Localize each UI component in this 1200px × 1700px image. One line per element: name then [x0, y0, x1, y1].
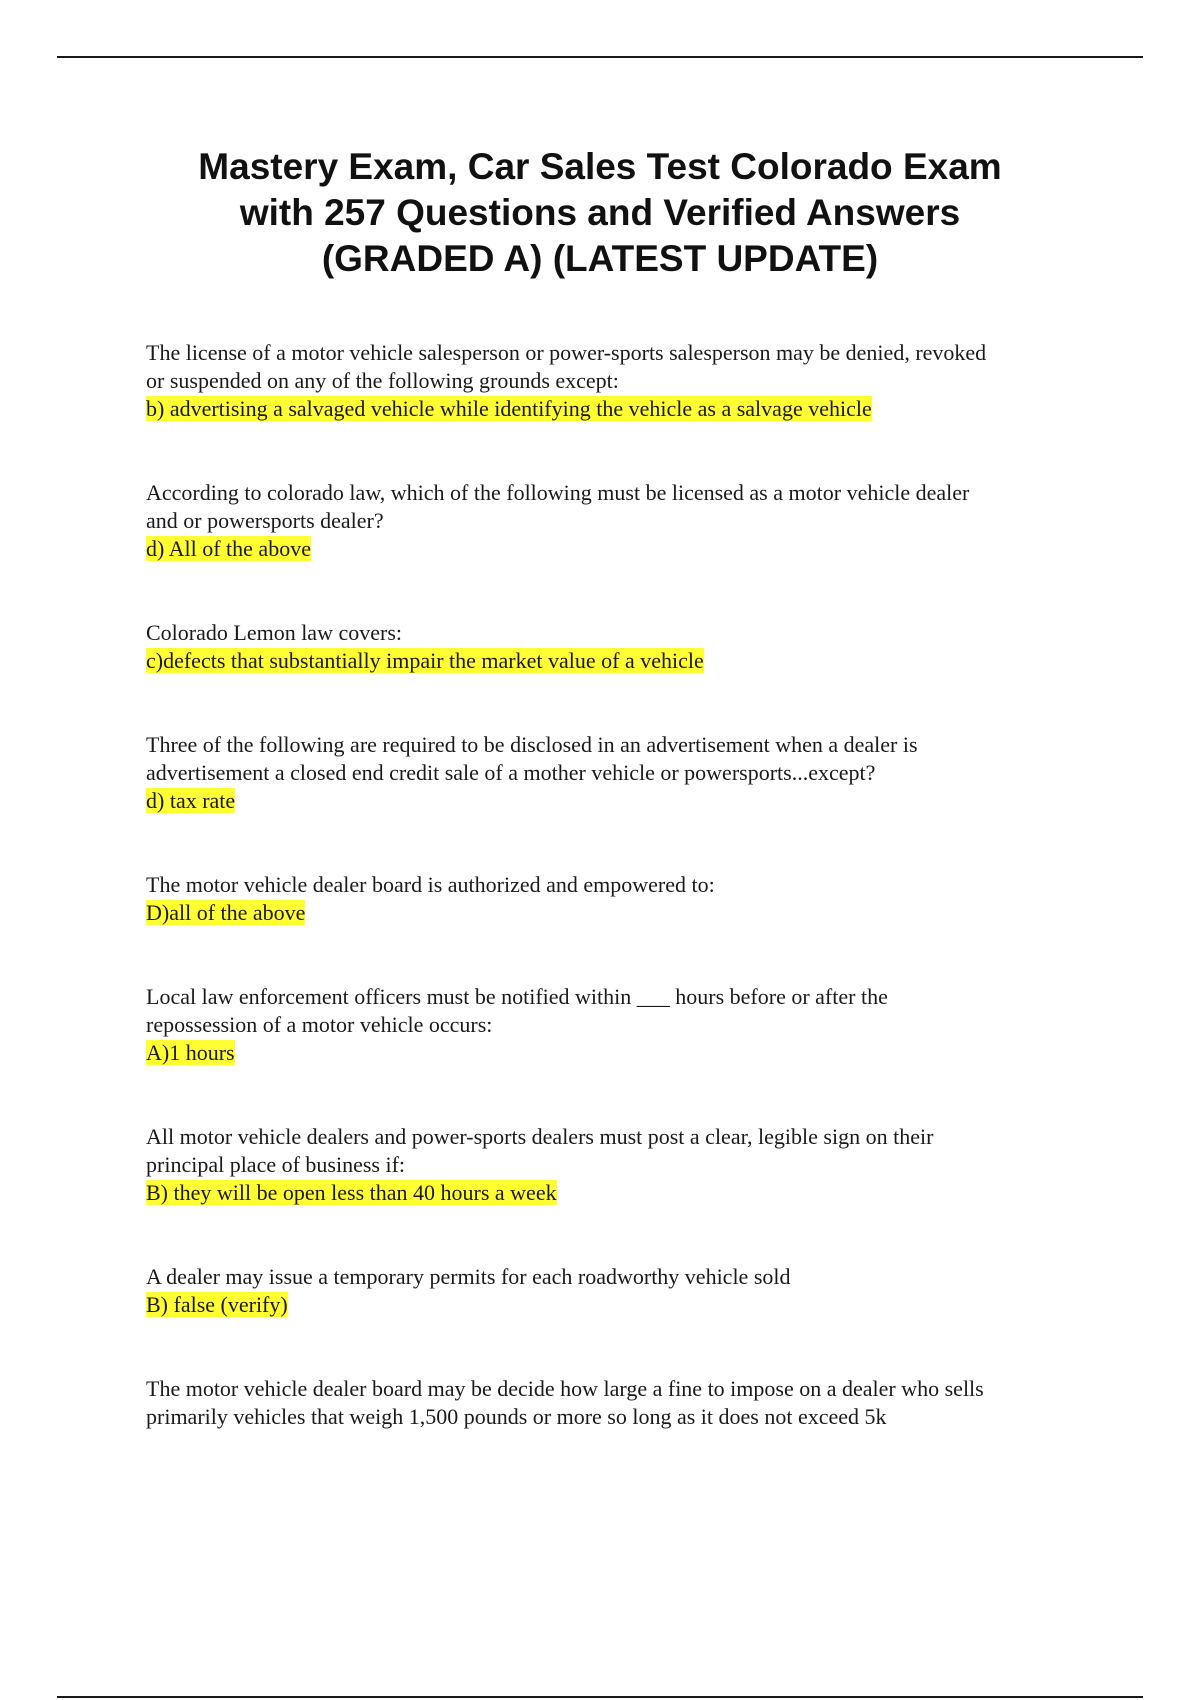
question-text: Local law enforcement officers must be notified within ___ hours before or after the — [146, 984, 888, 1009]
title-line-1: Mastery Exam, Car Sales Test Colorado Exam — [198, 146, 1002, 187]
question-text: According to colorado law, which of the following must be licensed as a motor vehicle dealer — [146, 480, 970, 505]
question-text: or suspended on any of the following grounds except: — [146, 368, 619, 393]
question-text: The motor vehicle dealer board is authorized and empowered to: — [146, 872, 715, 897]
answer-highlight: b) advertising a salvaged vehicle while identifying the vehicle as a salvage vehicle — [146, 396, 872, 421]
answer-highlight: B) they will be open less than 40 hours a week — [146, 1180, 557, 1205]
answer-highlight: d) All of the above — [146, 536, 311, 561]
bottom-rule — [57, 1696, 1143, 1698]
qa-item-1 — [146, 339, 1086, 423]
answer-highlight: B) false (verify) — [146, 1292, 288, 1317]
qa-item-4 — [146, 731, 1086, 815]
question-text: The license of a motor vehicle salesperson or power-sports salesperson may be denied, revoked — [146, 340, 987, 365]
answer-highlight: c)defects that substantially impair the market value of a vehicle — [146, 648, 704, 673]
qa-item-9 — [146, 1375, 1086, 1431]
question-text: A dealer may issue a temporary permits for each roadworthy vehicle sold — [146, 1264, 791, 1289]
qa-item-3 — [146, 619, 1086, 675]
question-text: The motor vehicle dealer board may be decide how large a fine to impose on a dealer who sells — [146, 1376, 984, 1401]
title-line-3: (GRADED A) (LATEST UPDATE) — [321, 238, 879, 279]
answer-highlight: D)all of the above — [146, 900, 306, 925]
question-text: principal place of business if: — [146, 1152, 406, 1177]
question-text: primarily vehicles that weigh 1,500 pounds or more so long as it does not exceed 5k — [146, 1404, 887, 1429]
top-rule — [57, 56, 1143, 58]
qa-item-2 — [146, 479, 1086, 563]
qa-item-5 — [146, 871, 1086, 927]
question-text: repossession of a motor vehicle occurs: — [146, 1012, 493, 1037]
qa-item-6 — [146, 983, 1086, 1067]
document-title — [100, 144, 1100, 282]
answer-highlight: A)1 hours — [146, 1040, 235, 1065]
question-text: and or powersports dealer? — [146, 508, 384, 533]
title-line-2: with 257 Questions and Verified Answers — [239, 192, 961, 233]
question-text: All motor vehicle dealers and power-sports dealers must post a clear, legible sign on their — [146, 1124, 934, 1149]
question-list — [146, 339, 1086, 1431]
qa-item-8 — [146, 1263, 1086, 1319]
question-text: advertisement a closed end credit sale of a mother vehicle or powersports...except? — [146, 760, 876, 785]
qa-item-7 — [146, 1123, 1086, 1207]
question-text: Colorado Lemon law covers: — [146, 620, 402, 645]
answer-highlight: d) tax rate — [146, 788, 236, 813]
question-text: Three of the following are required to be disclosed in an advertisement when a dealer is — [146, 732, 918, 757]
